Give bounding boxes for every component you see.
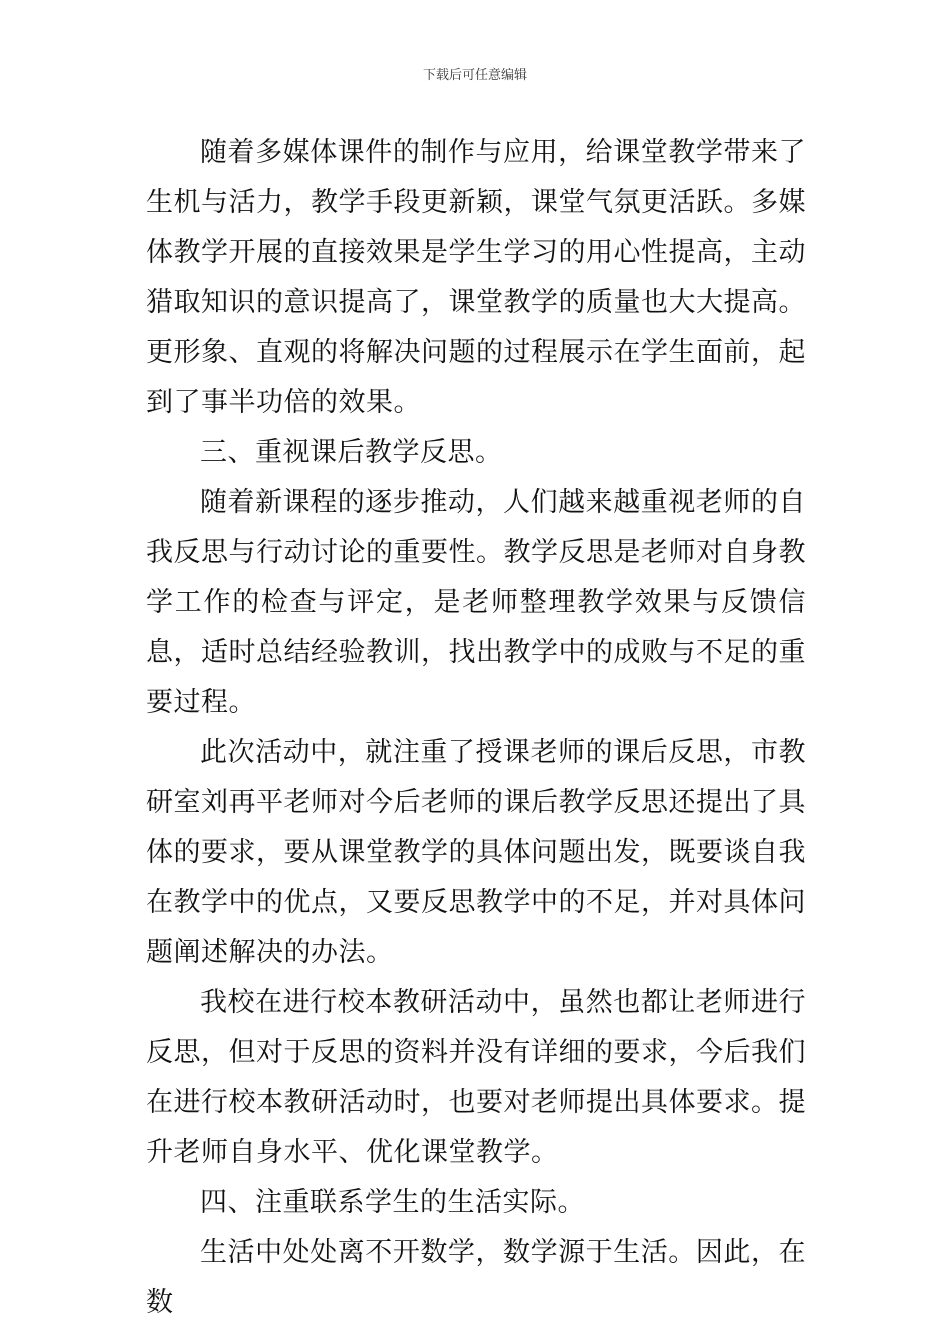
paragraph-life-math: 生活中处处离不开数学，数学源于生活。因此，在数 xyxy=(146,1237,806,1318)
paragraph-school-research: 我校在进行校本教研活动中，虽然也都让老师进行反思，但对于反思的资料并没有详细的要求，今后我们在进行校本教研活动时，也要对老师提出具体要求。提升老师自身水平、优化课堂教学。 xyxy=(146,987,806,1168)
paragraph-reflection-intro: 随着新课程的逐步推动，人们越来越重视老师的自我反思与行动讨论的重要性。教学反思是老师对自身教学工作的检查与评定，是老师整理教学效果与反馈信息，适时总结经验教训，找出教学中的成败与不足的重要过程。 xyxy=(146,487,806,718)
section-heading-4: 四、注重联系学生的生活实际。 xyxy=(200,1187,585,1218)
paragraph-multimedia: 随着多媒体课件的制作与应用，给课堂教学带来了生机与活力，教学手段更新颖，课堂气氛更活跃。多媒体教学开展的直接效果是学生学习的用心性提高，主动猎取知识的意识提高了，课堂教学的质量也大大提高。更形象、直观的将解决问题的过程展示在学生面前，起到了事半功倍的效果。 xyxy=(146,137,806,418)
section-heading-3: 三、重视课后教学反思。 xyxy=(200,437,503,468)
document-body xyxy=(146,128,806,1328)
paragraph-activity-reflection: 此次活动中，就注重了授课老师的课后反思，市教研室刘再平老师对今后老师的课后教学反思还提出了具体的要求，要从课堂教学的具体问题出发，既要谈自我在教学中的优点，又要反思教学中的不足，并对具体问题阐述解决的办法。 xyxy=(146,737,806,968)
page-header: 下载后可任意编辑 xyxy=(422,68,527,83)
